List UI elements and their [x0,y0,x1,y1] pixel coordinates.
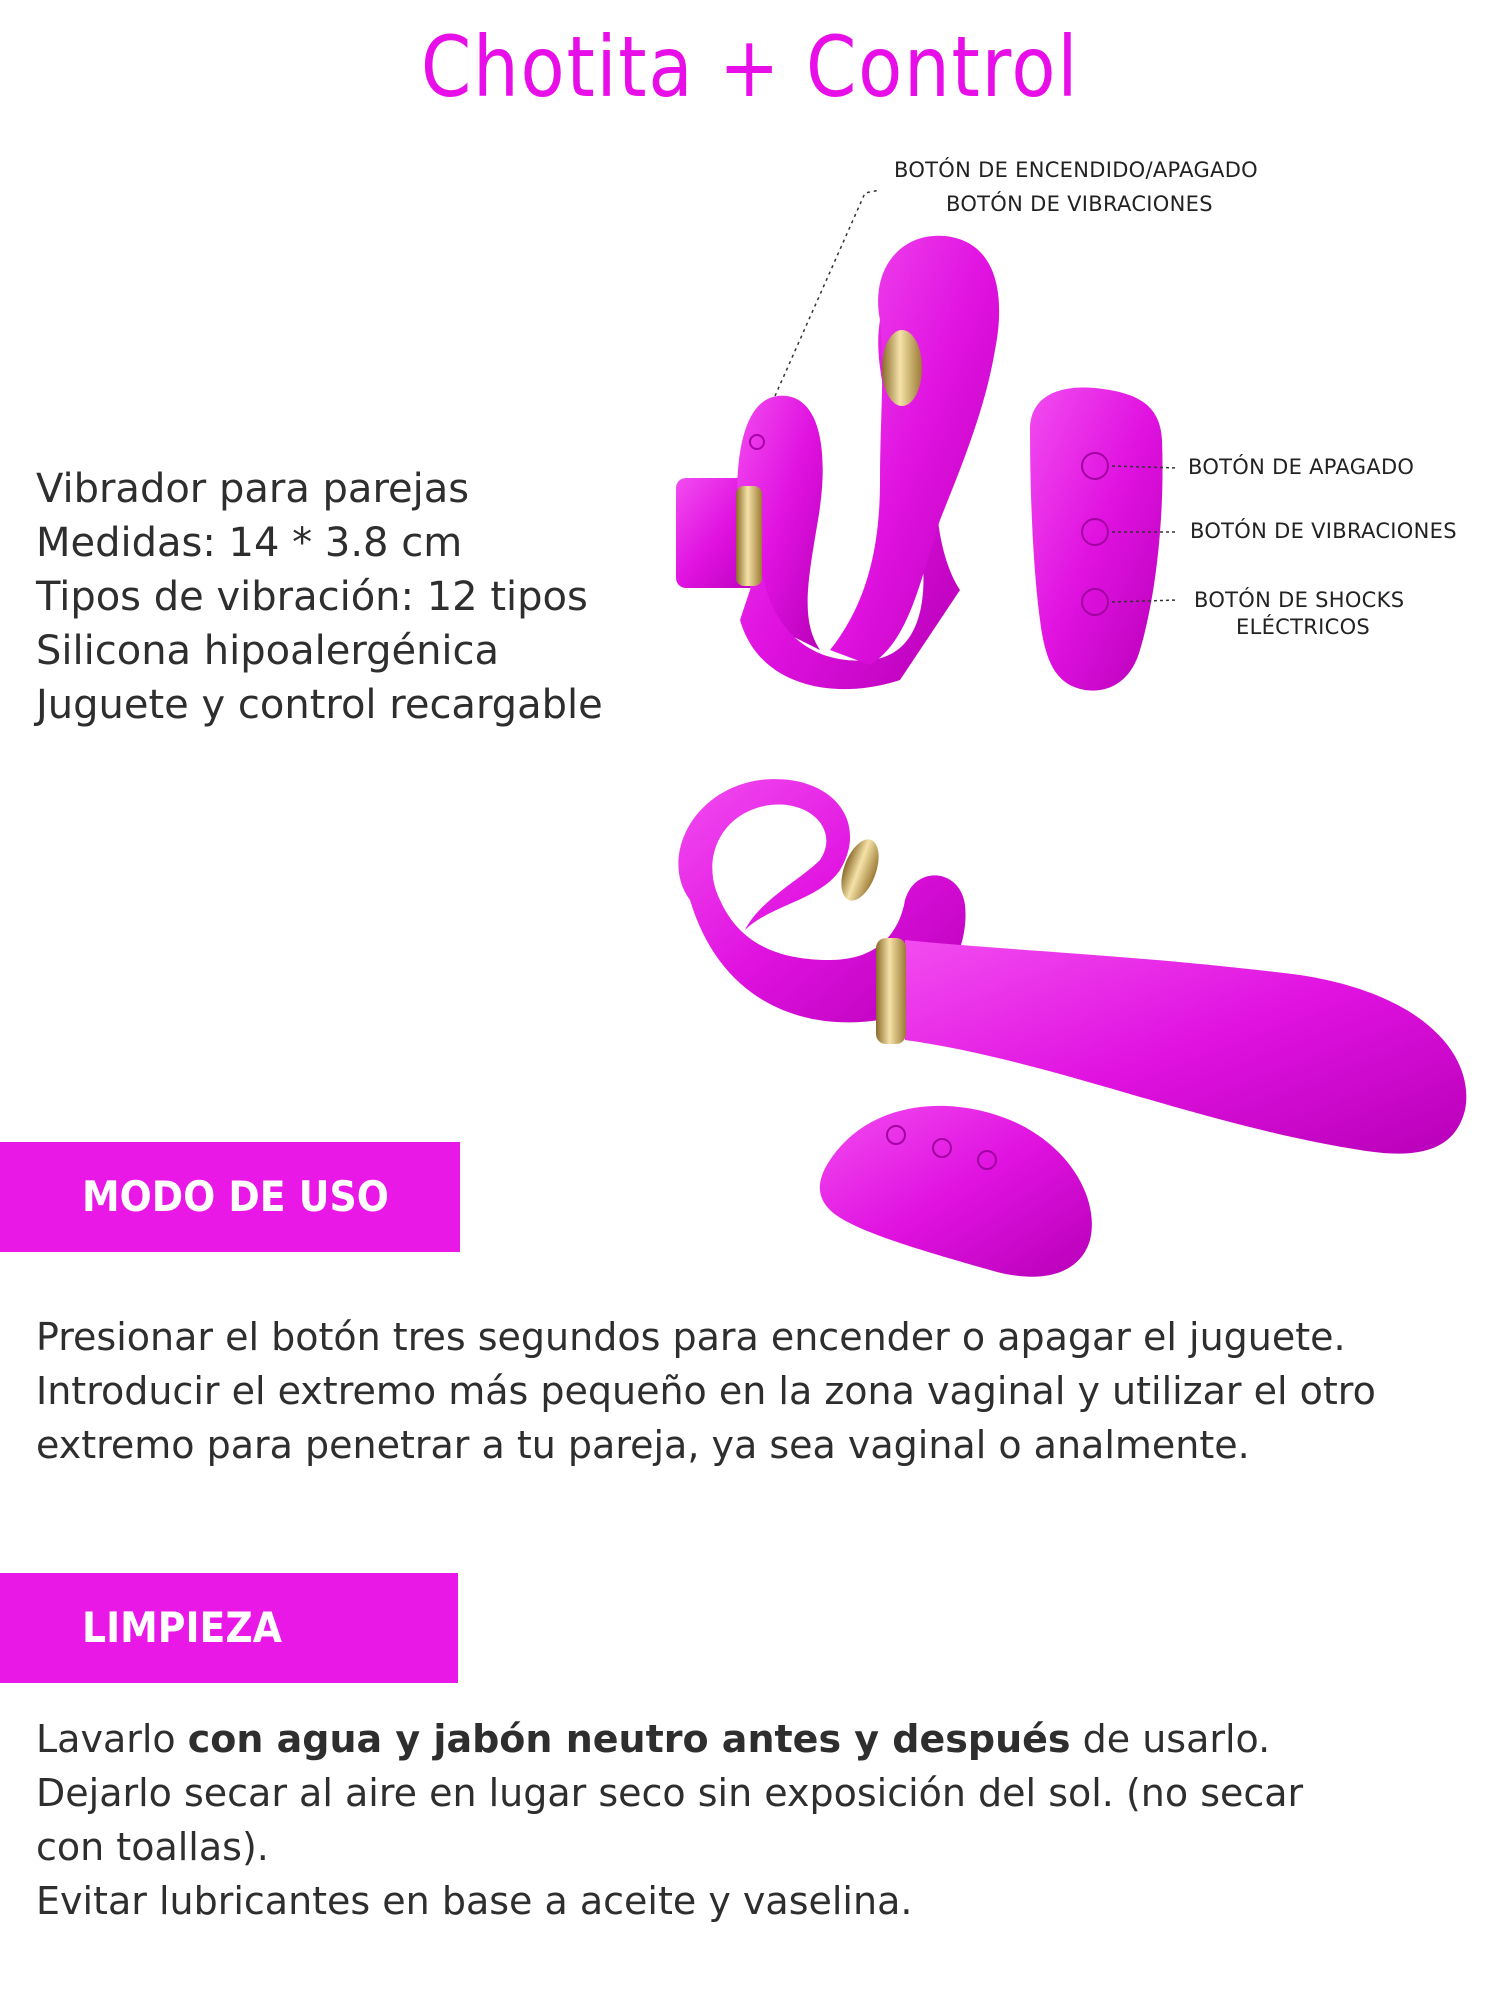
product-specs [36,462,603,732]
callout-vibration-top: BOTÓN DE VIBRACIONES [946,192,1213,216]
cleaning-heading: LIMPIEZA [82,1603,283,1652]
vibrator-side-view [678,779,1466,1277]
cleaning-line: Evitar lubricantes en base a aceite y vaselina. [36,1879,913,1923]
cleaning-line1-post: de usarlo. [1070,1717,1271,1761]
callout-remote-vibration: BOTÓN DE VIBRACIONES [1190,519,1457,543]
cleaning-line1-bold: con agua y jabón neutro antes y después [187,1717,1071,1761]
spec-line: Silicona hipoalergénica [36,628,500,674]
callout-remote-shock-2: ELÉCTRICOS [1236,615,1371,639]
cleaning-line: con toallas). [36,1825,269,1869]
spec-line: Tipos de vibración: 12 tipos [36,574,588,620]
vibrator-top-view [676,190,999,689]
usage-text [36,1310,1476,1472]
spec-line: Juguete y control recargable [36,682,603,728]
usage-line: Presionar el botón tres segundos para encender o apagar el juguete. [36,1315,1346,1359]
cleaning-line [36,1712,1476,1766]
spec-line: Vibrador para parejas [36,466,470,512]
usage-line: Introducir el extremo más pequeño en la zona vaginal y utilizar el otro [36,1369,1376,1413]
page-title: Chotita + Control [420,18,1080,116]
cleaning-text [36,1712,1476,1928]
callout-power-top: BOTÓN DE ENCENDIDO/APAGADO [894,158,1258,182]
usage-line: extremo para penetrar a tu pareja, ya sea vaginal o analmente. [36,1423,1250,1467]
usage-heading-band [0,1142,460,1252]
cleaning-line: Dejarlo secar al aire en lugar seco sin exposición del sol. (no secar [36,1771,1304,1815]
callout-remote-shock-1: BOTÓN DE SHOCKS [1194,588,1405,612]
remote-top-view [1030,387,1178,690]
cleaning-line1-pre: Lavarlo [36,1717,188,1761]
cleaning-heading-band [0,1573,458,1683]
callout-remote-off: BOTÓN DE APAGADO [1188,455,1415,479]
usage-heading: MODO DE USO [82,1172,389,1221]
spec-line: Medidas: 14 * 3.8 cm [36,520,463,566]
